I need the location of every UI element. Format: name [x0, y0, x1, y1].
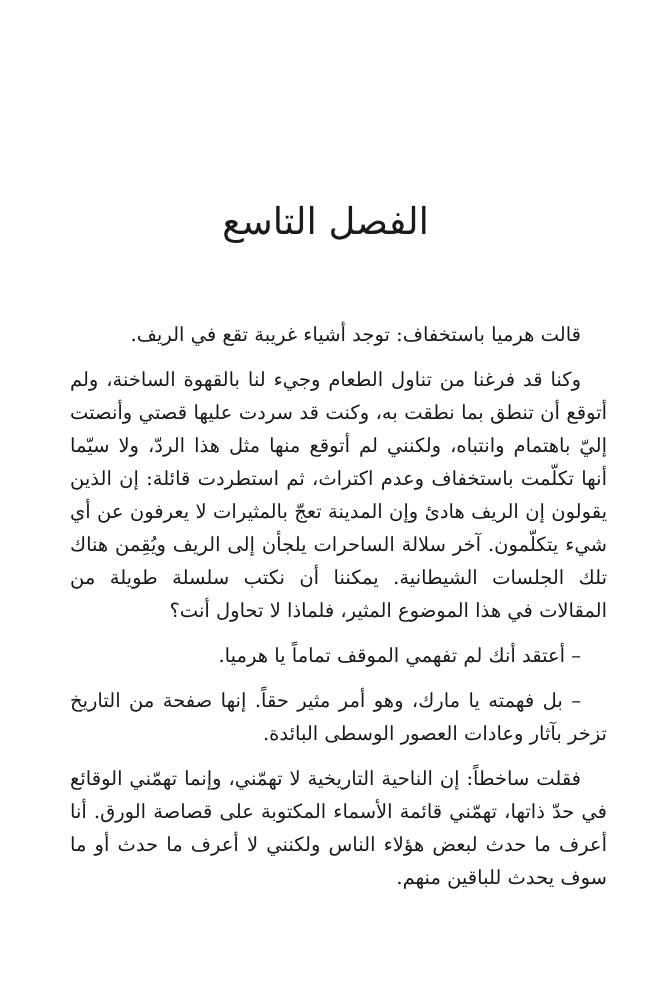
chapter-title: الفصل التاسع [222, 200, 429, 243]
chapter-body [70, 318, 607, 906]
dialogue-paragraph: – بل فهمته يا مارك، وهو أمر مثير حقاً. إنها صفحة من التاريخ تزخر بآثار وعادات العصور الوسطى البائدة. [70, 689, 607, 745]
dialogue-paragraph: – أعتقد أنك لم تفهمي الموقف تماماً يا هرميا. [218, 644, 581, 667]
paragraph: قالت هرميا باستخفاف: توجد أشياء غريبة تقع في الريف. [130, 323, 581, 346]
paragraph: فقلت ساخطاً: إن الناحية التاريخية لا تهمّني، وإنما تهمّني الوقائع في حدّ ذاتها، تهمّني قائمة الأسماء المكتوبة على قصاصة الورق. أنا أعرف ما حدث لبعض هؤلاء الناس ولكنني لا أعرف ما حدث أو ما سوف يحدث للباقين منهم. [70, 767, 607, 889]
paragraph: وكنا قد فرغنا من تناول الطعام وجيء لنا بالقهوة الساخنة، ولم أتوقع أن تنطق بما نطقت به، وكنت قد سردت عليها قصتي وأنصتت إليّ باهتمام وانتباه، ولكنني لم أتوقع منها مثل هذا الردّ، ولا سيّما أنها تكلّمت باستخفاف وعدم اكتراث، ثم استطردت قائلة: إن الذين يقولون إن الريف هادئ وإن المدينة تعجّ بالمثيرات لا يعرفون عن أي شيء يتكلّمون. آخر سلالة الساحرات يلجأن إلى الريف ويُقِمن هناك تلك الجلسات الشيطانية. يمكننا أن نكتب سلسلة طويلة من المقالات في هذا الموضوع المثير، فلماذا لا تحاول أنت؟ [70, 368, 607, 622]
